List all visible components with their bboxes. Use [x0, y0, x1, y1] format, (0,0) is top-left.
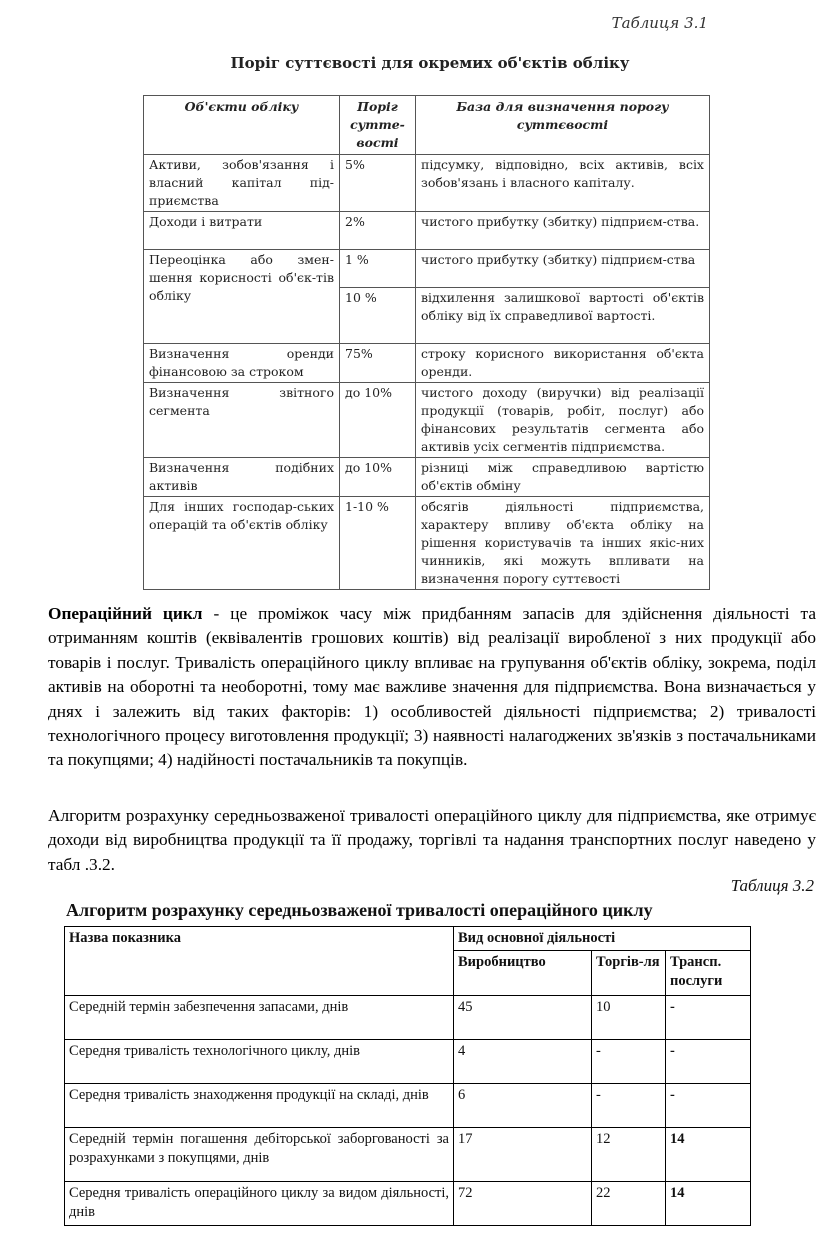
table1-object-cell: Визначення оренди фінансовою за строком	[144, 344, 340, 383]
table1-threshold-cell: 5%	[340, 155, 416, 212]
table1-row	[144, 497, 710, 590]
table1-base-cell: чистого прибутку (збитку) підприєм-ства	[416, 250, 710, 288]
table1-row	[144, 212, 710, 250]
table2-row	[65, 1182, 751, 1226]
table1-object-cell: Доходи і витрати	[144, 212, 340, 250]
table1-threshold-cell: 2%	[340, 212, 416, 250]
table2-name-cell: Середня тривалість операційного циклу за видом діяльності, днів	[65, 1182, 454, 1226]
table1-object-cell: Визначення звітного сегмента	[144, 383, 340, 458]
table2-transport-cell: -	[666, 996, 751, 1040]
table2-trade-cell: -	[592, 1084, 666, 1128]
table2-name-cell: Середній термін погашення дебіторської заборгованості за розрахунками з покупцями, днів	[65, 1128, 454, 1182]
table1-base-cell: строку корисного використання об'єкта оренди.	[416, 344, 710, 383]
operating-cycle-term: Операційний цикл	[48, 604, 203, 623]
table1-threshold-cell: 75%	[340, 344, 416, 383]
table1-header-threshold: Поріг сутте-вості	[340, 96, 416, 155]
table1-object-cell: Активи, зобов'язання і власний капітал під-приємства	[144, 155, 340, 212]
operating-cycle-definition: - це проміжок часу між придбанням запасів для здійснення діяльності та отриманням коштів (еквівалентів грошових коштів) від реалізації виробленої з них продукції або товарів і послуг. Тривалість операційного циклу впливає на групування об'єктів обліку, зокрема, поділ активів на оборотні та необоротні, тому має важливе значення для підприємства. Вона визначається у днях і залежить від таких факторів: 1) особливостей діяльності підприємства; 2) тривалості технологічного процесу виготовлення продукції; 3) наявності налагоджених зв'язків з постачальниками та покупцями; 4) надійності постачальників та покупців.	[48, 604, 816, 770]
algorithm-paragraph-text: Алгоритм розрахунку середньозваженої тривалості операційного циклу для підприємства, яке отримує доходи від виробництва продукції та її продажу, торгівлі та надання транспортних послуг наведено у табл .3.2.	[48, 806, 816, 874]
table2-header-activity: Вид основної діяльності	[454, 927, 751, 951]
table2-production-cell: 4	[454, 1040, 592, 1084]
table1-header-object: Об'єкти обліку	[144, 96, 340, 155]
table2-transport-cell: -	[666, 1040, 751, 1084]
algorithm-paragraph	[0, 804, 816, 877]
table2-name-cell: Середня тривалість технологічного циклу, днів	[65, 1040, 454, 1084]
table2-trade-cell: -	[592, 1040, 666, 1084]
table1-row	[144, 383, 710, 458]
table2-row	[65, 1040, 751, 1084]
table2-production-cell: 6	[454, 1084, 592, 1128]
table2-caption: Таблиця 3.2	[730, 876, 814, 895]
table1-header-base: База для визначення порогу суттєвості	[416, 96, 710, 155]
table2-production-cell: 72	[454, 1182, 592, 1226]
table2-row	[65, 1128, 751, 1182]
table1-object-cell: Визначення подібних активів	[144, 458, 340, 497]
table2-name-cell: Середня тривалість знаходження продукції на складі, днів	[65, 1084, 454, 1128]
table1-base-cell: відхилення залишкової вартості об'єктів обліку від їх справедливої вартості.	[416, 288, 710, 344]
table2-row	[65, 996, 751, 1040]
table1-base-cell: різниці між справедливою вартістю об'єктів обміну	[416, 458, 710, 497]
table2-trade-cell: 22	[592, 1182, 666, 1226]
table1-threshold-cell: до 10%	[340, 458, 416, 497]
table2-header-row	[65, 927, 751, 951]
table1-base-cell: чистого доходу (виручки) від реалізації продукції (товарів, робіт, послуг) або фінансових результатів сегмента або активів усіх сегментів підприємства.	[416, 383, 710, 458]
table2-transport-cell: -	[666, 1084, 751, 1128]
table1-object-cell: Переоцінка або змен-шення корисності об'єк-тів обліку	[144, 250, 340, 344]
table1-row	[144, 250, 710, 288]
table2-header-name: Назва показника	[65, 927, 454, 996]
operating-cycle-table	[64, 926, 751, 1226]
table1-base-cell: обсягів діяльності підприємства, характеру впливу об'єкта обліку на рішення користувачів та інших якіс-них чинників, які можуть впливати на визначення порогу суттєвості	[416, 497, 710, 590]
materiality-table	[143, 95, 710, 590]
table2-transport-cell: 14	[666, 1128, 751, 1182]
table1-base-cell: підсумку, відповідно, всіх активів, всіх зобов'язань і власного капіталу.	[416, 155, 710, 212]
table2-header-transport: Трансп. послуги	[666, 951, 751, 996]
table1-header-row	[144, 96, 710, 155]
table1-threshold-cell: 1-10 %	[340, 497, 416, 590]
table1-caption: Таблиця 3.1	[611, 14, 708, 32]
table1-base-cell: чистого прибутку (збитку) підприєм-ства.	[416, 212, 710, 250]
table2-header-trade: Торгів-ля	[592, 951, 666, 996]
table2-header-production: Виробництво	[454, 951, 592, 996]
table2-production-cell: 45	[454, 996, 592, 1040]
table2-trade-cell: 10	[592, 996, 666, 1040]
table2-production-cell: 17	[454, 1128, 592, 1182]
table2-name-cell: Середній термін забезпечення запасами, днів	[65, 996, 454, 1040]
table1-threshold-cell: 1 %	[340, 250, 416, 288]
table1-row	[144, 155, 710, 212]
table1-object-cell: Для інших господар-ських операцій та об'єктів обліку	[144, 497, 340, 590]
table1-row	[144, 344, 710, 383]
table2-row	[65, 1084, 751, 1128]
table1-threshold-cell: до 10%	[340, 383, 416, 458]
operating-cycle-paragraph	[0, 602, 816, 773]
table1-row	[144, 458, 710, 497]
table1-title: Поріг суттєвості для окремих об'єктів обліку	[230, 54, 630, 72]
table2-transport-cell: 14	[666, 1182, 751, 1226]
table2-trade-cell: 12	[592, 1128, 666, 1182]
table1-threshold-cell: 10 %	[340, 288, 416, 344]
table2-title: Алгоритм розрахунку середньозваженої тривалості операційного циклу	[66, 900, 653, 920]
